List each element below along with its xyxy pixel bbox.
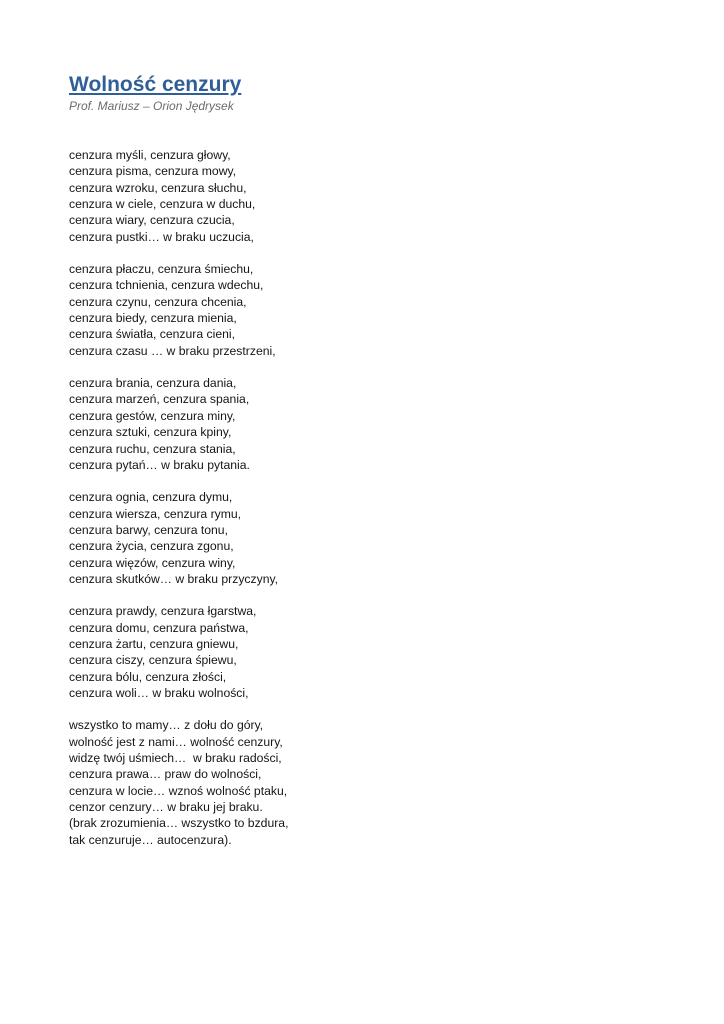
poem-stanza-1	[69, 147, 669, 245]
poem-stanza-6	[69, 717, 669, 848]
poem-line: cenzura pytań… w braku pytania.	[69, 457, 250, 472]
poem-line: cenzura woli… w braku wolności,	[69, 685, 249, 700]
poem-line: cenzura płaczu, cenzura śmiechu,	[69, 262, 254, 277]
poem-line: cenzura biedy, cenzura mienia,	[69, 311, 237, 326]
poem-line: cenzura tchnienia, cenzura wdechu,	[69, 278, 264, 293]
poem-line: cenzura światła, cenzura cieni,	[69, 327, 235, 342]
poem-body	[69, 147, 669, 848]
poem-line: cenzura myśli, cenzura głowy,	[69, 148, 231, 162]
poem-line: cenzura wzroku, cenzura słuchu,	[69, 180, 247, 195]
poem-line: cenzura sztuki, cenzura kpiny,	[69, 425, 232, 440]
poem-line: cenzura pustki… w braku uczucia,	[69, 229, 254, 244]
poem-line: cenzura życia, cenzura zgonu,	[69, 539, 234, 554]
poem-stanza-4	[69, 489, 669, 587]
poem-line: cenzura ognia, cenzura dymu,	[69, 490, 233, 505]
poem-line: cenzura prawa… praw do wolności,	[69, 767, 262, 782]
document-page	[69, 72, 669, 864]
poem-line: cenzura gestów, cenzura miny,	[69, 408, 236, 423]
poem-line: cenzura skutków… w braku przyczyny,	[69, 571, 279, 586]
document-title: Wolność cenzury	[69, 73, 242, 96]
poem-stanza-3	[69, 375, 669, 473]
poem-line: (brak zrozumienia… wszystko to bzdura,	[69, 816, 289, 831]
poem-line: cenzura ciszy, cenzura śpiewu,	[69, 653, 237, 668]
poem-stanza-2	[69, 261, 669, 359]
poem-line: cenzura czynu, cenzura chcenia,	[69, 294, 247, 309]
poem-line: tak cenzuruje… autocenzura).	[69, 832, 232, 847]
poem-line: cenzura żartu, cenzura gniewu,	[69, 636, 239, 651]
poem-line: cenzura wiary, cenzura czucia,	[69, 213, 235, 228]
poem-line: cenzura brania, cenzura dania,	[69, 376, 237, 391]
poem-line: cenzura ruchu, cenzura stania,	[69, 441, 236, 456]
poem-line: cenzura bólu, cenzura złości,	[69, 669, 227, 684]
poem-line: wszystko to mamy… z dołu do góry,	[69, 718, 264, 733]
poem-line: cenzura więzów, cenzura winy,	[69, 555, 236, 570]
poem-line: wolność jest z nami… wolność cenzury,	[69, 734, 283, 749]
poem-line: cenzura prawdy, cenzura łgarstwa,	[69, 604, 257, 619]
poem-line: cenzura pisma, cenzura mowy,	[69, 164, 237, 179]
document-author: Prof. Mariusz – Orion Jędrysek	[69, 99, 234, 113]
poem-stanza-5	[69, 603, 669, 701]
poem-line: cenzura barwy, cenzura tonu,	[69, 522, 228, 537]
poem-line: widzę twój uśmiech… w braku radości,	[69, 751, 282, 765]
poem-line: cenzura domu, cenzura państwa,	[69, 620, 249, 635]
poem-line: cenzura wiersza, cenzura rymu,	[69, 506, 242, 521]
poem-line: cenzor cenzury… w braku jej braku.	[69, 800, 263, 815]
poem-line: cenzura w ciele, cenzura w duchu,	[69, 197, 256, 212]
poem-line: cenzura marzeń, cenzura spania,	[69, 392, 250, 407]
poem-line: cenzura w locie… wznoś wolność ptaku,	[69, 783, 288, 798]
poem-line: cenzura czasu … w braku przestrzeni,	[69, 343, 276, 358]
